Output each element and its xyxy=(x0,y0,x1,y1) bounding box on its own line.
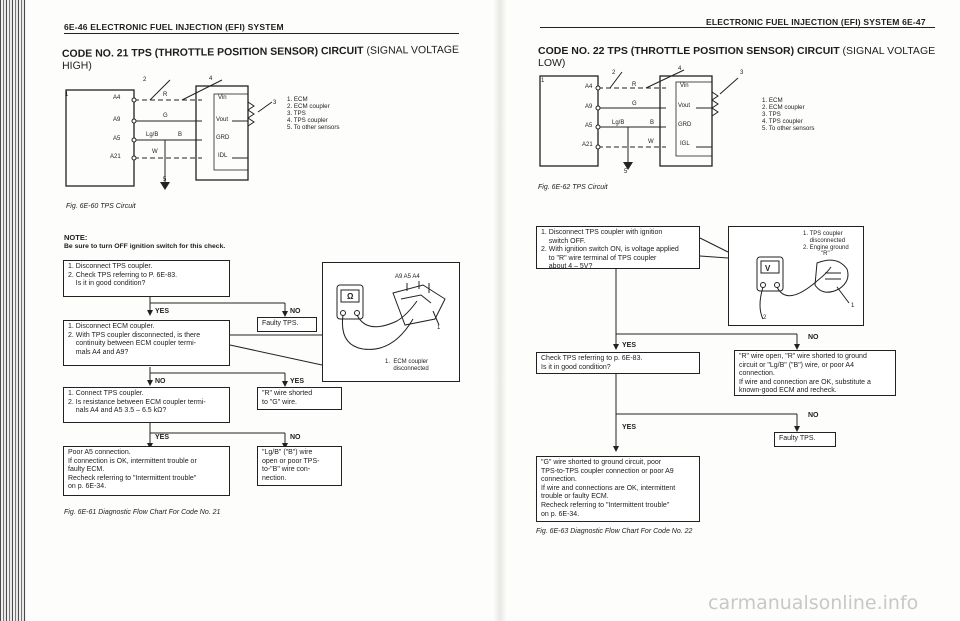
left-step-3-box: 1. Connect TPS coupler. 2. Is resistance between ECM coupler termi- nals A4 and A5 3.5 – 6.5 kΩ? xyxy=(63,387,230,423)
left-term-vout: Vout xyxy=(216,117,229,123)
right-fig-circuit-caption: Fig. 6E-62 TPS Circuit xyxy=(538,184,608,191)
right-meter-illustration xyxy=(728,226,864,326)
right-page-header: ELECTRONIC FUEL INJECTION (EFI) SYSTEM 6E-47 xyxy=(706,17,926,27)
book-gutter xyxy=(493,0,507,621)
left-term-vin: Vin xyxy=(218,95,227,101)
left-page-title xyxy=(62,44,482,72)
note-text: Be sure to turn OFF ignition switch for this check. xyxy=(64,243,226,250)
left-yes-3: YES xyxy=(155,434,170,441)
right-wire-lgb: Lg/B xyxy=(612,120,625,126)
right-meter-callout-2: 2 xyxy=(763,315,767,321)
right-wire-w: W xyxy=(648,139,654,145)
left-meter-illustration xyxy=(322,262,460,382)
right-callout-1: 1 xyxy=(541,78,545,84)
left-title-main: CODE NO. 21 TPS (THROTTLE POSITION SENSOR) CIRCUIT xyxy=(61,44,364,60)
left-faulty-tps-box: Faulty TPS. xyxy=(257,317,317,332)
svg-text:Ω: Ω xyxy=(347,292,354,301)
right-no-1: NO xyxy=(808,334,819,341)
left-result-2-box: "R" wire shorted to "G" wire. xyxy=(257,387,342,410)
right-step-2-box: Check TPS referring to p. 6E-83. Is it in good condition? xyxy=(536,352,700,374)
right-meter-legend: 1. TPS coupler disconnected 2. Engine ground xyxy=(803,231,849,251)
left-step-1-box: 1. Disconnect TPS coupler. 2. Check TPS referring to P. 6E-83. Is it in good condition? xyxy=(63,260,230,297)
right-step-1-box: 1. Disconnect TPS coupler with ignition switch OFF. 2. With ignition switch ON, is voltage applied to "R" wire terminal of TPS coupler about 4 – 5V? xyxy=(536,226,700,269)
right-pin-a4: A4 xyxy=(585,84,593,90)
right-pin-a5: A5 xyxy=(585,123,593,129)
left-meter-legend: 1. ECM coupler disconnected xyxy=(385,359,429,372)
left-callout-4: 4 xyxy=(209,76,213,82)
right-wire-g: G xyxy=(632,101,637,107)
left-pin-a5: A5 xyxy=(113,136,121,142)
right-wire-r: R xyxy=(632,82,637,88)
left-fig-flow-caption: Fig. 6E-61 Diagnostic Flow Chart For Code No. 21 xyxy=(64,509,221,516)
left-wire-g: G xyxy=(163,113,168,119)
left-pin-a9: A9 xyxy=(113,117,121,123)
right-title-main: CODE NO. 22 TPS (THROTTLE POSITION SENSOR) CIRCUIT xyxy=(538,45,840,57)
right-fig-flow-caption: Fig. 6E-63 Diagnostic Flow Chart For Code No. 22 xyxy=(536,528,693,535)
left-result-3b-box: "Lg/B" ("B") wire open or poor TPS- to-"B" wire con- nection. xyxy=(257,446,342,486)
left-result-3a-box: Poor A5 connection. If connection is OK, intermittent trouble or faulty ECM. Recheck referring to "Intermittent trouble" on p. 6E-34. xyxy=(63,446,230,496)
watermark-text: carmanualsonline.info xyxy=(708,592,919,614)
left-yes-2: YES xyxy=(290,378,305,385)
left-meter-pins: A9 A5 A4 xyxy=(395,274,420,280)
right-pin-a9: A9 xyxy=(585,104,593,110)
right-no-2: NO xyxy=(808,412,819,419)
right-callout-4: 4 xyxy=(678,66,682,72)
left-meter-callout-1: 1 xyxy=(437,325,441,331)
right-circuit-legend: 1. ECM 2. ECM coupler 3. TPS 4. TPS coupler 5. To other sensors xyxy=(762,97,815,132)
left-wire-lgb: Lg/B xyxy=(146,132,159,138)
right-callout-5: 5 xyxy=(624,169,628,175)
left-callout-1: 1 xyxy=(65,92,69,98)
right-result-yes2-box: "G" wire shorted to ground circuit, poor TPS-to-TPS coupler connection or poor A9 connection. If wire and connections are OK, intermittent trouble or faulty ECM. Recheck referring to "Intermittent trouble" on p. 6E-34. xyxy=(536,456,700,522)
left-fig-circuit-caption: Fig. 6E-60 TPS Circuit xyxy=(66,203,136,210)
right-term-vin: Vin xyxy=(680,83,689,89)
left-circuit-legend: 1. ECM 2. ECM coupler 3. TPS 4. TPS coupler 5. To other sensors xyxy=(287,96,340,131)
left-yes-1: YES xyxy=(155,308,170,315)
right-callout-3: 3 xyxy=(740,70,744,76)
right-meter-callout-1: 1 xyxy=(851,303,855,309)
left-callout-3: 3 xyxy=(273,100,277,106)
left-wire-b: B xyxy=(178,132,183,138)
left-title-qualifier: (SIGNAL VOLTAGE HIGH) xyxy=(62,43,460,72)
right-pin-a21: A21 xyxy=(582,142,593,148)
left-tps-circuit-diagram xyxy=(62,72,282,192)
left-header-rule xyxy=(64,33,459,34)
svg-text:V: V xyxy=(765,264,771,273)
note-title: NOTE: xyxy=(64,233,88,242)
left-step-2-box: 1. Disconnect ECM coupler. 2. With TPS coupler disconnected, is there continuity between ECM coupler termi- mals A4 and A9? xyxy=(63,320,230,366)
left-pin-a4: A4 xyxy=(113,95,121,101)
left-page-header: 6E-46 ELECTRONIC FUEL INJECTION (EFI) SYSTEM xyxy=(64,22,284,32)
right-title-qualifier: (SIGNAL VOLTAGE LOW) xyxy=(538,45,936,69)
right-faulty-tps-box: Faulty TPS. xyxy=(774,432,836,447)
right-tps-circuit-diagram xyxy=(536,64,756,184)
left-wire-w: W xyxy=(152,149,158,155)
left-term-idl: IDL xyxy=(218,153,228,159)
left-pin-a21: A21 xyxy=(110,154,121,160)
book-spine-left xyxy=(0,0,26,621)
right-term-igl: IGL xyxy=(680,141,690,147)
right-wire-b: B xyxy=(650,120,655,126)
left-callout-5: 5 xyxy=(163,177,167,183)
right-result-no1-box: "R" wire open, "R" wire shorted to ground circuit or "Lg/B" ("B") wire, or poor A4 connection. If wire and connection are OK, substitute a known-good ECM and recheck. xyxy=(734,350,896,396)
right-term-vout: Vout xyxy=(678,103,691,109)
right-meter-r-label: "R" xyxy=(821,251,830,257)
right-yes-2: YES xyxy=(622,424,637,431)
left-term-grd: GRD xyxy=(216,135,230,141)
left-no-3: NO xyxy=(290,434,301,441)
left-callout-2: 2 xyxy=(143,77,147,83)
left-no-2: NO xyxy=(155,378,166,385)
right-term-grd: GRD xyxy=(678,122,692,128)
left-wire-r: R xyxy=(163,92,168,98)
left-no-1: NO xyxy=(290,308,301,315)
right-yes-1: YES xyxy=(622,342,637,349)
right-header-rule xyxy=(540,27,935,28)
right-callout-2: 2 xyxy=(612,70,616,76)
